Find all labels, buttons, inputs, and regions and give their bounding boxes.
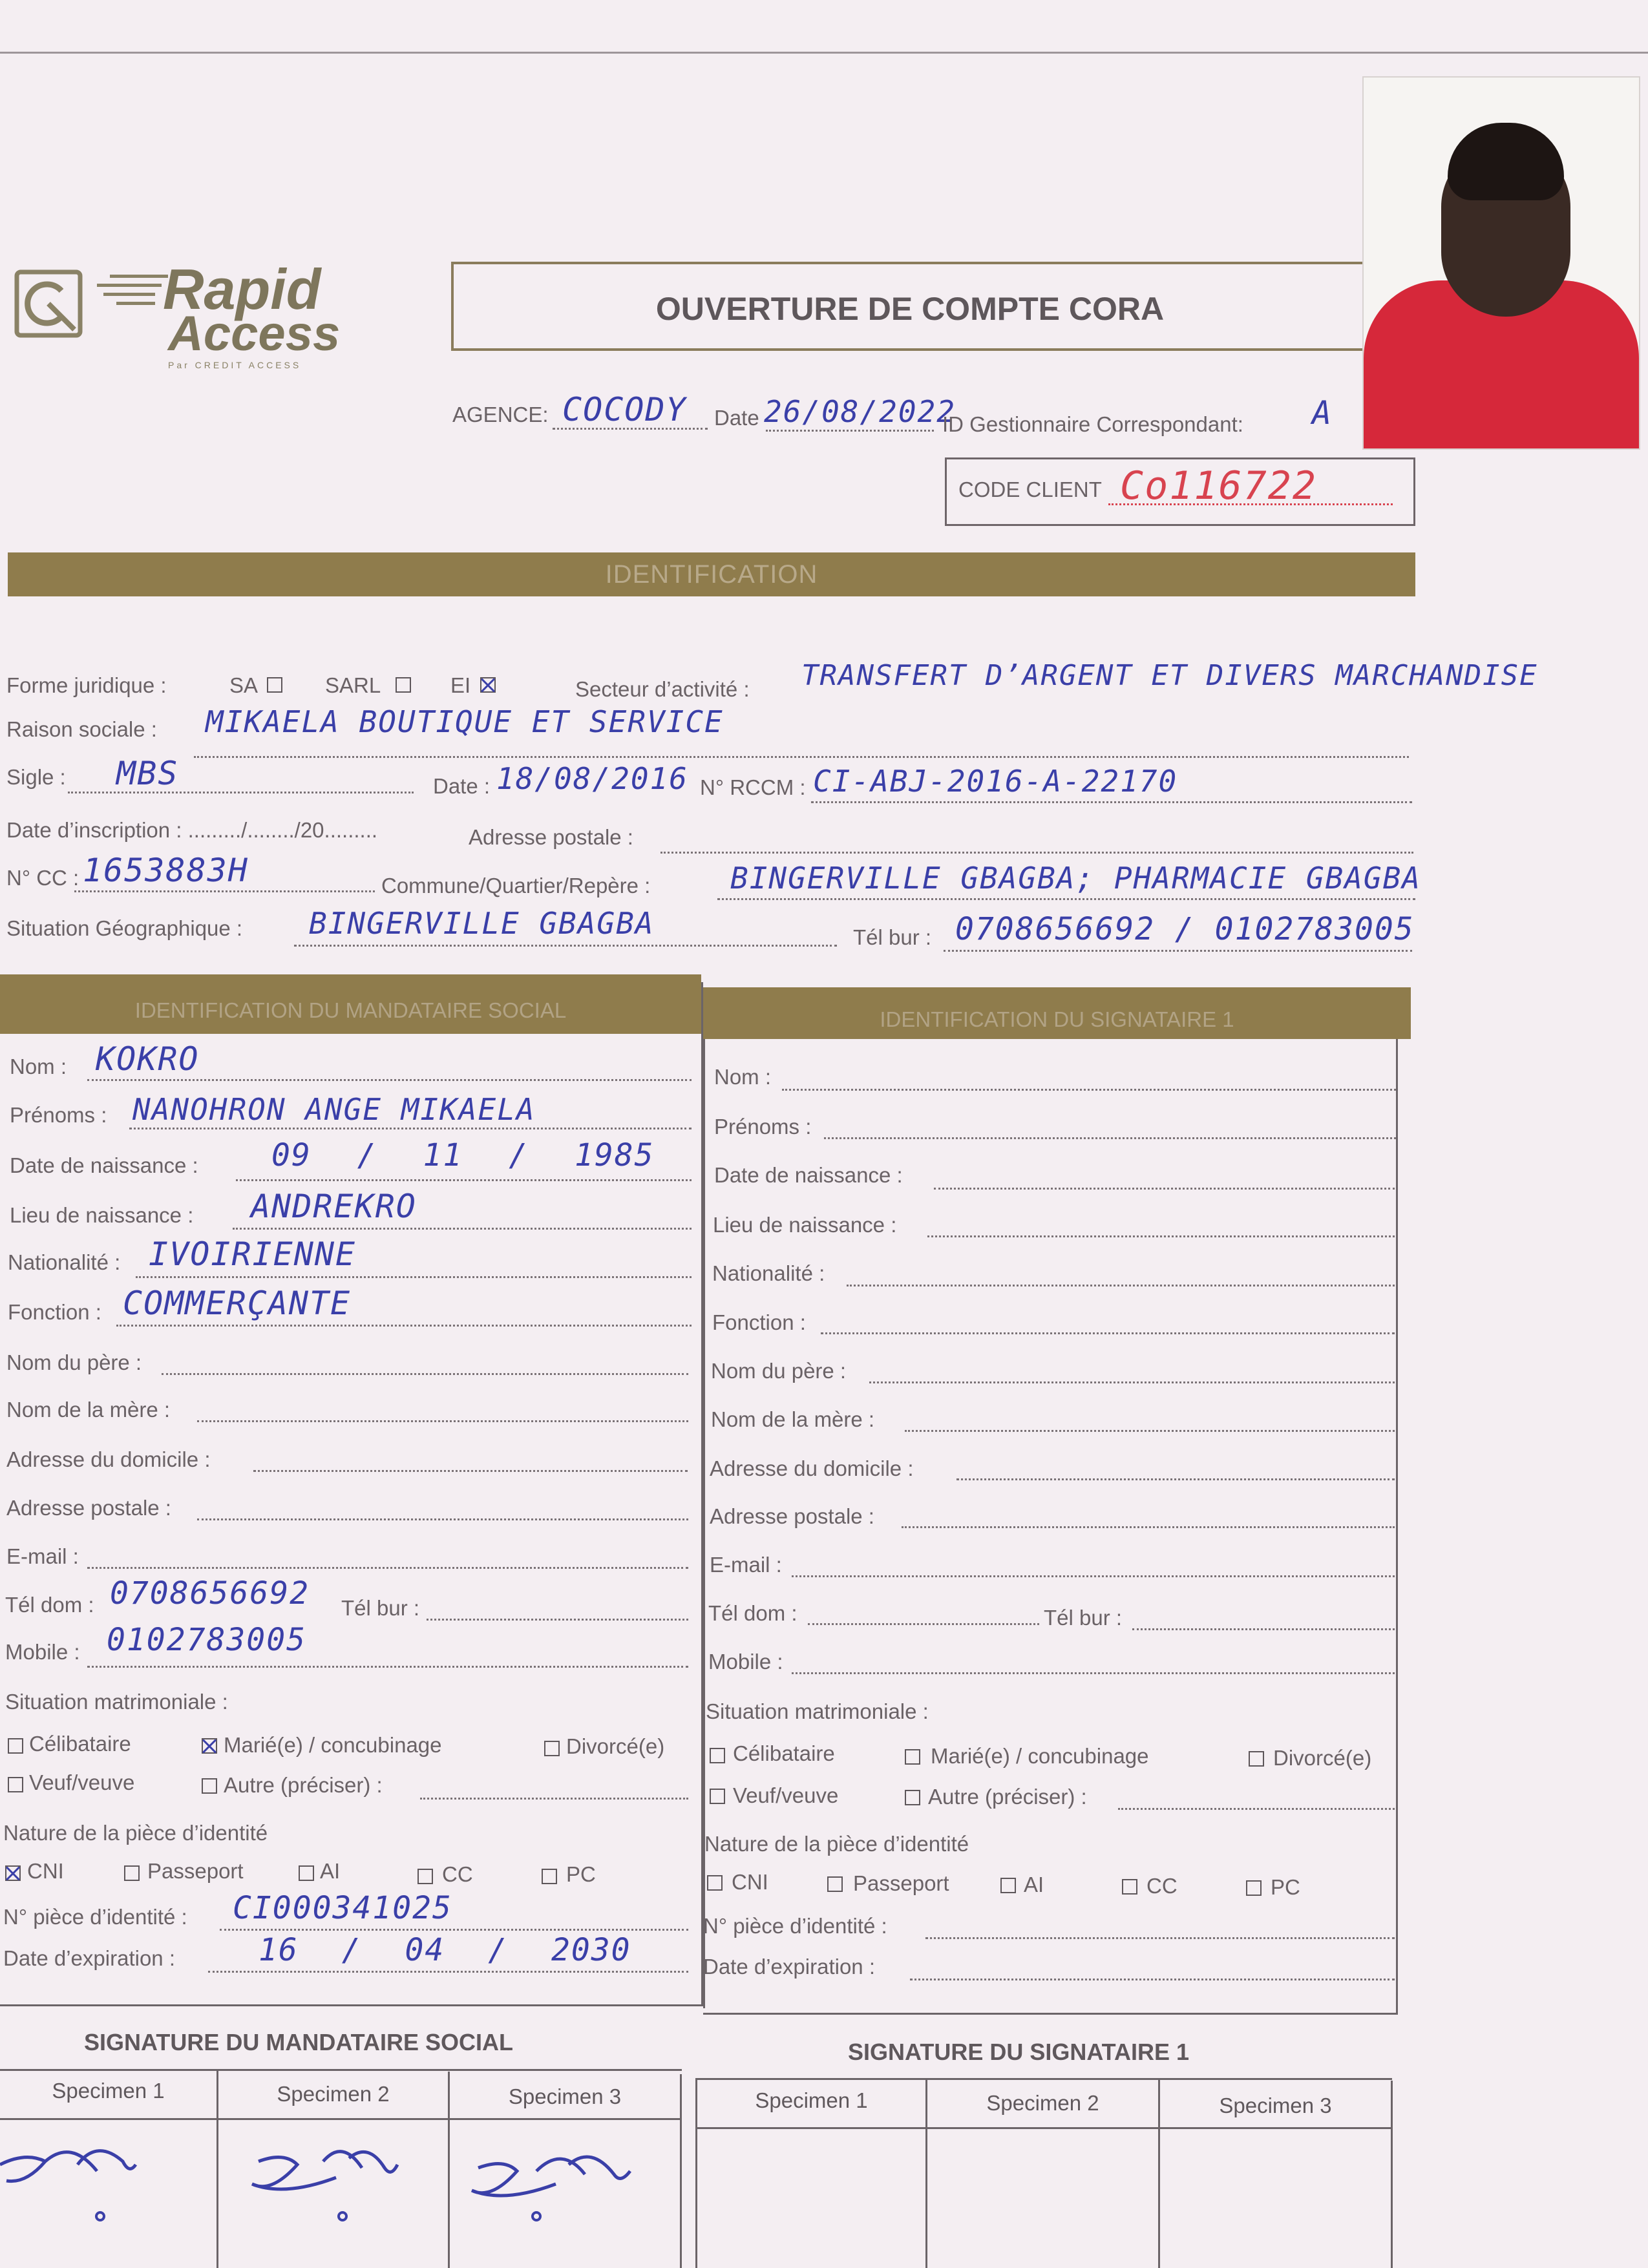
telbur-field[interactable] xyxy=(944,950,1412,952)
s-lieu-field[interactable] xyxy=(927,1235,1395,1237)
situation-field[interactable] xyxy=(294,945,837,947)
s-mere-field[interactable] xyxy=(905,1430,1395,1432)
raison-value: MIKAELA BOUTIQUE ET SERVICE xyxy=(206,704,724,739)
s-prenoms-label: Prénoms : xyxy=(714,1115,812,1139)
s-pere-label: Nom du père : xyxy=(711,1359,847,1383)
m-email-field[interactable] xyxy=(87,1567,688,1569)
m-lieu-label: Lieu de naissance : xyxy=(10,1203,194,1227)
s-cni-label: CNI xyxy=(732,1870,768,1894)
m-ai-checkbox[interactable] xyxy=(299,1865,314,1881)
s-passeport-checkbox[interactable] xyxy=(827,1876,843,1892)
m-npiece-field[interactable] xyxy=(220,1929,688,1931)
s-marie-label: Marié(e) / concubinage xyxy=(931,1744,1149,1768)
date-value: 26/08/2022 xyxy=(764,394,956,429)
s-domicile-field[interactable] xyxy=(956,1478,1395,1480)
m-nationalite-value: IVOIRIENNE xyxy=(149,1235,357,1273)
s-pc-label: PC xyxy=(1271,1875,1300,1899)
signataire-right-border xyxy=(1396,1039,1398,2015)
m-pere-label: Nom du père : xyxy=(6,1350,142,1374)
s-passeport-label: Passeport xyxy=(853,1871,949,1895)
s-domicile-label: Adresse du domicile : xyxy=(710,1456,914,1480)
brand-access: Access xyxy=(168,306,341,361)
m-signature-3 xyxy=(465,2139,672,2242)
m-cc-checkbox[interactable] xyxy=(417,1869,433,1884)
m-specimen-1: Specimen 1 xyxy=(52,2079,165,2103)
m-spec-top xyxy=(0,2069,682,2071)
signataire-left-border xyxy=(703,1039,705,2008)
s-divorce-checkbox[interactable] xyxy=(1249,1751,1264,1767)
sigle-label: Sigle : xyxy=(6,765,66,789)
id-date-label: Date : xyxy=(433,774,491,798)
signataire-header: IDENTIFICATION DU SIGNATAIRE 1 xyxy=(703,987,1411,1039)
m-divorce-checkbox[interactable] xyxy=(544,1741,560,1756)
m-cc-label: CC xyxy=(442,1862,473,1886)
form-title-box xyxy=(451,262,1369,351)
m-fonction-value: COMMERÇANTE xyxy=(123,1285,352,1322)
s-naissance-field[interactable] xyxy=(934,1188,1395,1190)
adresse-postale-label: Adresse postale : xyxy=(469,825,633,849)
cc-field[interactable] xyxy=(74,890,375,892)
m-autre-checkbox[interactable] xyxy=(202,1778,217,1794)
s-celib-label: Célibataire xyxy=(733,1741,835,1765)
telbur-label: Tél bur : xyxy=(853,925,932,949)
s-veuf-checkbox[interactable] xyxy=(710,1789,725,1804)
s-autre-field[interactable] xyxy=(1118,1808,1395,1810)
m-spec-mid xyxy=(0,2118,682,2120)
s-lieu-label: Lieu de naissance : xyxy=(713,1213,897,1237)
m-passeport-checkbox[interactable] xyxy=(124,1865,140,1881)
rccm-value: CI-ABJ-2016-A-22170 xyxy=(813,764,1178,799)
mandataire-header: IDENTIFICATION DU MANDATAIRE SOCIAL xyxy=(0,974,701,1034)
m-naissance-value: 09 / 11 / 1985 xyxy=(271,1137,655,1173)
m-naissance-label: Date de naissance : xyxy=(10,1153,198,1177)
agence-label: AGENCE: xyxy=(452,403,549,426)
m-prenoms-field[interactable] xyxy=(129,1128,692,1129)
s-spec-top xyxy=(695,2078,1392,2080)
s-mobile-field[interactable] xyxy=(792,1672,1395,1674)
sigle-value: MBS xyxy=(116,755,179,792)
code-client-label: CODE CLIENT xyxy=(958,478,1102,501)
m-fonction-label: Fonction : xyxy=(8,1300,101,1324)
s-specimen-2: Specimen 2 xyxy=(986,2091,1099,2115)
s-expiration-field[interactable] xyxy=(910,1979,1395,1980)
m-mere-label: Nom de la mère : xyxy=(6,1398,171,1422)
m-domicile-field[interactable] xyxy=(253,1470,688,1472)
logo-speed-lines xyxy=(97,275,168,313)
m-matri-label: Situation matrimoniale : xyxy=(5,1690,228,1714)
m-signature-2 xyxy=(246,2132,439,2236)
m-specimen-2: Specimen 2 xyxy=(277,2082,390,2106)
s-piece-label: Nature de la pièce d’identité xyxy=(704,1832,969,1856)
s-mobile-label: Mobile : xyxy=(708,1650,783,1674)
m-mobile-label: Mobile : xyxy=(5,1640,80,1664)
option-ei-label: EI xyxy=(450,673,471,697)
s-pere-field[interactable] xyxy=(869,1381,1395,1383)
m-passeport-label: Passeport xyxy=(147,1859,244,1883)
m-spec-right xyxy=(680,2074,682,2268)
option-ei-checkbox[interactable] xyxy=(480,677,496,693)
raison-field[interactable] xyxy=(194,756,1409,758)
s-spec-mid xyxy=(695,2127,1392,2129)
m-marie-checkbox[interactable] xyxy=(202,1738,217,1754)
s-cc-label: CC xyxy=(1146,1874,1178,1898)
s-cc-checkbox[interactable] xyxy=(1122,1879,1137,1895)
situation-value: BINGERVILLE GBAGBA xyxy=(309,906,655,941)
signataire-signature-title: SIGNATURE DU SIGNATAIRE 1 xyxy=(848,2039,1190,2065)
brand-rapid: Rapid xyxy=(163,257,321,321)
s-divorce-label: Divorcé(e) xyxy=(1273,1746,1372,1770)
m-mobile-field[interactable] xyxy=(87,1666,688,1668)
forme-juridique-label: Forme juridique : xyxy=(6,673,167,697)
brand-sub: Par CREDIT ACCESS xyxy=(168,360,302,370)
s-matri-label: Situation matrimoniale : xyxy=(706,1699,929,1723)
s-email-label: E-mail : xyxy=(710,1553,782,1577)
m-piece-label: Nature de la pièce d’identité xyxy=(3,1821,268,1845)
commune-label: Commune/Quartier/Repère : xyxy=(381,874,651,898)
s-email-field[interactable] xyxy=(792,1575,1395,1577)
brand-logo xyxy=(13,257,375,378)
m-autre-field[interactable] xyxy=(420,1798,688,1800)
adresse-postale-field[interactable] xyxy=(660,852,1413,854)
s-autre-label: Autre (préciser) : xyxy=(928,1785,1087,1809)
m-fonction-field[interactable] xyxy=(116,1325,692,1327)
m-nom-value: KOKRO xyxy=(96,1040,200,1078)
code-client-box xyxy=(945,457,1415,526)
s-veuf-label: Veuf/veuve xyxy=(733,1783,839,1807)
m-prenoms-label: Prénoms : xyxy=(10,1103,107,1127)
s-telbur-field[interactable] xyxy=(1132,1628,1395,1630)
m-prenoms-value: NANOHRON ANGE MIKAELA xyxy=(132,1092,536,1127)
m-expiration-field[interactable] xyxy=(208,1971,688,1973)
option-sa-checkbox[interactable] xyxy=(267,677,282,693)
m-nom-field[interactable] xyxy=(87,1079,692,1081)
s-specimen-1: Specimen 1 xyxy=(755,2088,868,2112)
s-prenoms-field[interactable] xyxy=(824,1137,1396,1139)
m-celib-checkbox[interactable] xyxy=(8,1738,23,1754)
m-npiece-value: CI000341025 xyxy=(233,1890,452,1926)
m-lieu-field[interactable] xyxy=(233,1228,692,1230)
m-nationalite-label: Nationalité : xyxy=(8,1250,121,1274)
s-spec-right xyxy=(1391,2081,1393,2268)
secteur-value: TRANSFERT D’ARGENT ET DIVERS MARCHANDISE xyxy=(801,659,1538,692)
date-label: Date xyxy=(714,406,759,430)
m-email-label: E-mail : xyxy=(6,1544,79,1568)
s-autre-checkbox[interactable] xyxy=(905,1790,920,1805)
m-naissance-field[interactable] xyxy=(236,1179,692,1181)
m-expiration-label: Date d’expiration : xyxy=(3,1946,175,1970)
m-teldom-value: 0708656692 xyxy=(110,1575,310,1612)
s-nom-label: Nom : xyxy=(714,1065,772,1089)
s-npiece-field[interactable] xyxy=(925,1937,1395,1939)
s-npiece-label: N° pièce d’identité : xyxy=(703,1914,887,1938)
option-sarl-label: SARL xyxy=(325,673,381,697)
s-postale-label: Adresse postale : xyxy=(710,1504,874,1528)
commune-value: BINGERVILLE GBAGBA; PHARMACIE GBAGBA xyxy=(730,861,1421,896)
m-pc-label: PC xyxy=(566,1862,596,1886)
s-nationalite-label: Nationalité : xyxy=(712,1261,825,1285)
m-veuf-checkbox[interactable] xyxy=(8,1777,23,1792)
mandataire-signature-title: SIGNATURE DU MANDATAIRE SOCIAL xyxy=(84,2029,513,2055)
m-specimen-3: Specimen 3 xyxy=(508,2084,622,2108)
cc-value: 1653883H xyxy=(83,852,249,889)
m-signature-1 xyxy=(0,2126,213,2229)
form-title: OUVERTURE DE COMPTE CORA xyxy=(655,291,1165,327)
m-nom-label: Nom : xyxy=(10,1055,67,1078)
s-marie-checkbox[interactable] xyxy=(905,1749,920,1765)
option-sarl-checkbox[interactable] xyxy=(396,677,411,693)
s-fonction-label: Fonction : xyxy=(712,1310,806,1334)
m-cni-checkbox[interactable] xyxy=(5,1865,21,1881)
m-mobile-value: 0102783005 xyxy=(107,1622,306,1658)
s-nationalite-field[interactable] xyxy=(847,1285,1395,1286)
m-cni-label: CNI xyxy=(27,1859,64,1883)
s-postale-field[interactable] xyxy=(902,1526,1395,1528)
s-nom-field[interactable] xyxy=(782,1089,1396,1091)
m-postale-label: Adresse postale : xyxy=(6,1496,171,1520)
s-expiration-label: Date d’expiration : xyxy=(703,1955,875,1979)
m-celib-label: Célibataire xyxy=(29,1732,131,1756)
rccm-label: N° RCCM : xyxy=(700,775,806,799)
s-naissance-label: Date de naissance : xyxy=(714,1163,903,1187)
s-cni-checkbox[interactable] xyxy=(707,1875,723,1891)
s-pc-checkbox[interactable] xyxy=(1246,1880,1262,1896)
m-postale-field[interactable] xyxy=(197,1518,688,1520)
paper-top-edge xyxy=(0,52,1648,54)
secteur-label: Secteur d’activité : xyxy=(575,677,750,701)
s-celib-checkbox[interactable] xyxy=(710,1748,725,1763)
m-divorce-label: Divorcé(e) xyxy=(566,1734,665,1758)
s-teldom-field[interactable] xyxy=(808,1623,1039,1625)
s-mere-label: Nom de la mère : xyxy=(711,1407,875,1431)
m-nationalite-field[interactable] xyxy=(136,1276,692,1278)
s-fonction-field[interactable] xyxy=(821,1332,1395,1334)
gestionnaire-label: ID Gestionnaire Correspondant: xyxy=(942,412,1243,436)
mandataire-bottom-border xyxy=(0,2004,703,2006)
m-veuf-label: Veuf/veuve xyxy=(29,1770,135,1794)
m-marie-label: Marié(e) / concubinage xyxy=(224,1733,442,1757)
m-npiece-label: N° pièce d’identité : xyxy=(3,1905,187,1929)
id-date-value: 18/08/2016 xyxy=(496,761,688,796)
m-pere-field[interactable] xyxy=(162,1373,688,1375)
m-domicile-label: Adresse du domicile : xyxy=(6,1447,211,1471)
agence-value: COCODY xyxy=(562,391,687,428)
date-field[interactable] xyxy=(766,430,934,432)
inscription-label: Date d’inscription : ........./......../20......... xyxy=(6,818,378,842)
telbur-value: 0708656692 / 0102783005 xyxy=(955,911,1415,947)
m-expiration-value: 16 / 04 / 2030 xyxy=(259,1932,631,1968)
s-teldom-label: Tél dom : xyxy=(708,1601,798,1625)
m-lieu-value: ANDREKRO xyxy=(251,1188,417,1225)
s-ai-label: AI xyxy=(1024,1873,1044,1896)
situation-label: Situation Géographique : xyxy=(6,916,243,940)
m-ai-label: AI xyxy=(320,1859,341,1883)
id-photo xyxy=(1362,76,1640,450)
cc-label: N° CC : xyxy=(6,866,79,890)
identification-header: IDENTIFICATION xyxy=(8,552,1415,596)
option-sa-label: SA xyxy=(229,673,259,697)
rccm-field[interactable] xyxy=(811,801,1412,803)
s-telbur-label: Tél bur : xyxy=(1044,1606,1123,1630)
commune-field[interactable] xyxy=(717,898,1415,900)
s-specimen-3: Specimen 3 xyxy=(1219,2094,1332,2117)
m-pc-checkbox[interactable] xyxy=(542,1869,557,1884)
m-autre-label: Autre (préciser) : xyxy=(224,1773,383,1797)
s-ai-checkbox[interactable] xyxy=(1000,1878,1016,1893)
m-teldom-label: Tél dom : xyxy=(5,1593,94,1617)
code-client-value: Co116722 xyxy=(1120,463,1317,509)
m-mere-field[interactable] xyxy=(197,1420,688,1422)
raison-label: Raison sociale : xyxy=(6,717,157,741)
m-telbur-field[interactable] xyxy=(427,1619,688,1621)
gestionnaire-value: A xyxy=(1312,394,1333,432)
logo-mark-icon xyxy=(13,268,84,339)
m-telbur-label: Tél bur : xyxy=(341,1596,420,1620)
signataire-bottom-border xyxy=(703,2013,1398,2015)
